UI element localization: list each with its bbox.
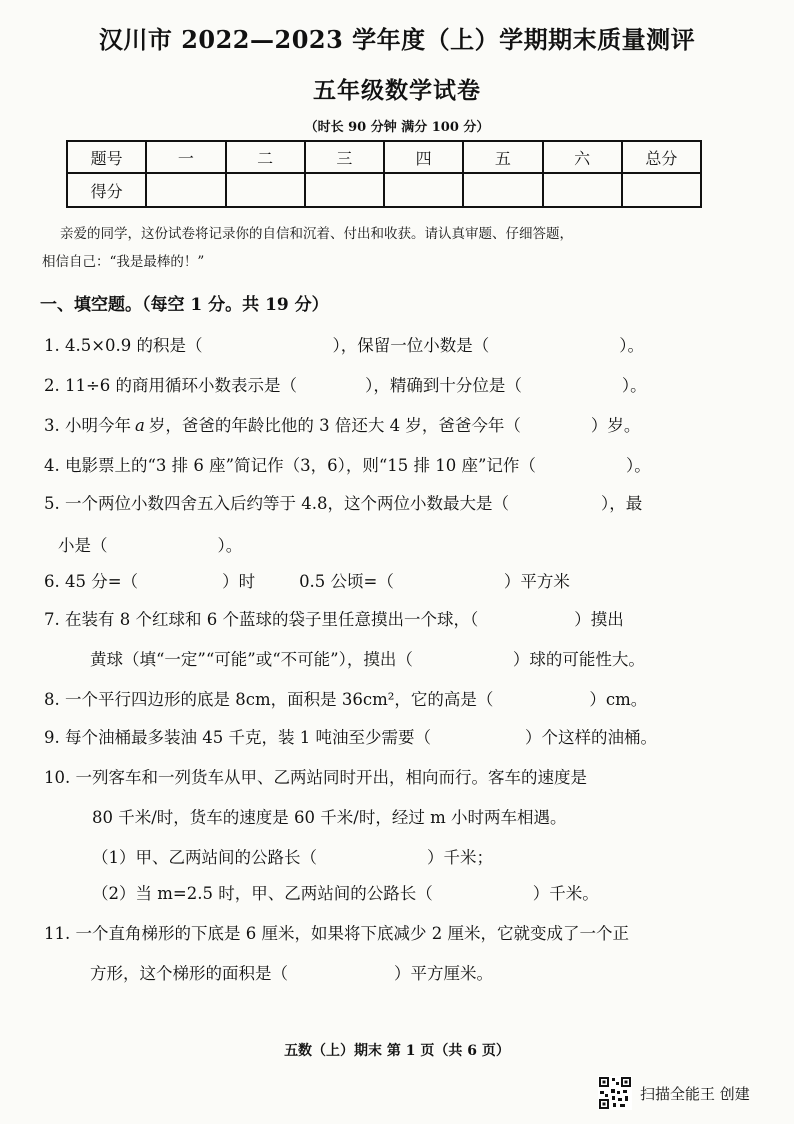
score-blank[interactable] — [384, 173, 463, 207]
score-cell: 得分 — [67, 173, 146, 207]
score-cell: 一 — [146, 141, 225, 173]
score-blank[interactable] — [146, 173, 225, 207]
exam-subtitle: 五年级数学试卷 — [313, 77, 481, 104]
score-blank[interactable] — [226, 173, 305, 207]
exam-meta: （时长 90 分钟 满分 100 分） — [304, 120, 490, 135]
intro-line: 亲爱的同学，这份试卷将记录你的自信和沉着、付出和收获。请认真审题、仔细答题， — [60, 226, 573, 242]
question-3: 3. 小明今年 a 岁，爸爸的年龄比他的 3 倍还大 4 岁，爸爸今年（ ）岁。 — [44, 416, 641, 435]
score-cell: 六 — [543, 141, 622, 173]
score-blank[interactable] — [622, 173, 701, 207]
scanner-watermark — [598, 1076, 750, 1110]
score-cell: 五 — [463, 141, 542, 173]
question-9: 9. 每个油桶最多装油 45 千克，装 1 吨油至少需要（ ）个这样的油桶。 — [44, 728, 657, 747]
score-table-header-row — [67, 141, 701, 173]
question-5: 5. 一个两位小数四舍五入后约等于 4.8，这个两位小数最大是（ ），最 — [44, 494, 643, 513]
question-2: 2. 11÷6 的商用循环小数表示是（ ），精确到十分位是（ ）。 — [44, 376, 647, 395]
question-6: 6. 45 分=（ ）时 0.5 公顷=（ ）平方米 — [44, 572, 570, 591]
score-cell: 题号 — [67, 141, 146, 173]
watermark-text: 扫描全能王 创建 — [640, 1084, 750, 1103]
question-10-part2: （2）当 m=2.5 时，甲、乙两站间的公路长（ ）千米。 — [92, 884, 599, 903]
qr-code-icon — [598, 1076, 632, 1110]
question-8: 8. 一个平行四边形的底是 8cm，面积是 36cm²，它的高是（ ）cm。 — [44, 690, 648, 709]
question-11: 11. 一个直角梯形的下底是 6 厘米，如果将下底减少 2 厘米，它就变成了一个正 — [44, 924, 629, 943]
score-cell: 四 — [384, 141, 463, 173]
question-10-line2: 80 千米/时，货车的速度是 60 千米/时，经过 m 小时两车相遇。 — [92, 808, 567, 827]
question-7-cont: 黄球（填“一定”“可能”或“不可能”），摸出（ ）球的可能性大。 — [90, 650, 645, 669]
intro-text — [42, 220, 762, 276]
question-11-cont: 方形，这个梯形的面积是（ ）平方厘米。 — [90, 964, 493, 983]
score-blank[interactable] — [543, 173, 622, 207]
question-5-cont: 小是（ ）。 — [58, 536, 243, 555]
score-cell: 总分 — [622, 141, 701, 173]
question-4: 4. 电影票上的“3 排 6 座”简记作（3，6），则“15 排 10 座”记作（ ）。 — [44, 456, 651, 475]
question-7: 7. 在装有 8 个红球和 6 个蓝球的袋子里任意摸出一个球，（ ）摸出 — [44, 610, 624, 629]
question-10: 10. 一列客车和一列货车从甲、乙两站同时开出，相向而行。客车的速度是 — [44, 768, 587, 787]
score-table-score-row — [67, 173, 701, 207]
score-blank[interactable] — [463, 173, 542, 207]
score-cell: 三 — [305, 141, 384, 173]
page-footer: 五数（上）期末 第 1 页（共 6 页） — [284, 1043, 510, 1059]
score-table — [66, 140, 702, 208]
section-heading: 一、填空题。（每空 1 分。共 19 分） — [40, 295, 329, 315]
question-1: 1. 4.5×0.9 的积是（ ），保留一位小数是（ ）。 — [44, 336, 645, 355]
score-blank[interactable] — [305, 173, 384, 207]
variable-a: a — [135, 416, 145, 435]
question-10-part1: （1）甲、乙两站间的公路长（ ）千米； — [92, 848, 493, 867]
intro-line: 相信自己：“我是最棒的！” — [42, 254, 205, 270]
score-cell: 二 — [226, 141, 305, 173]
exam-title: 汉川市 2022—2023 学年度（上）学期期末质量测评 — [98, 25, 696, 54]
